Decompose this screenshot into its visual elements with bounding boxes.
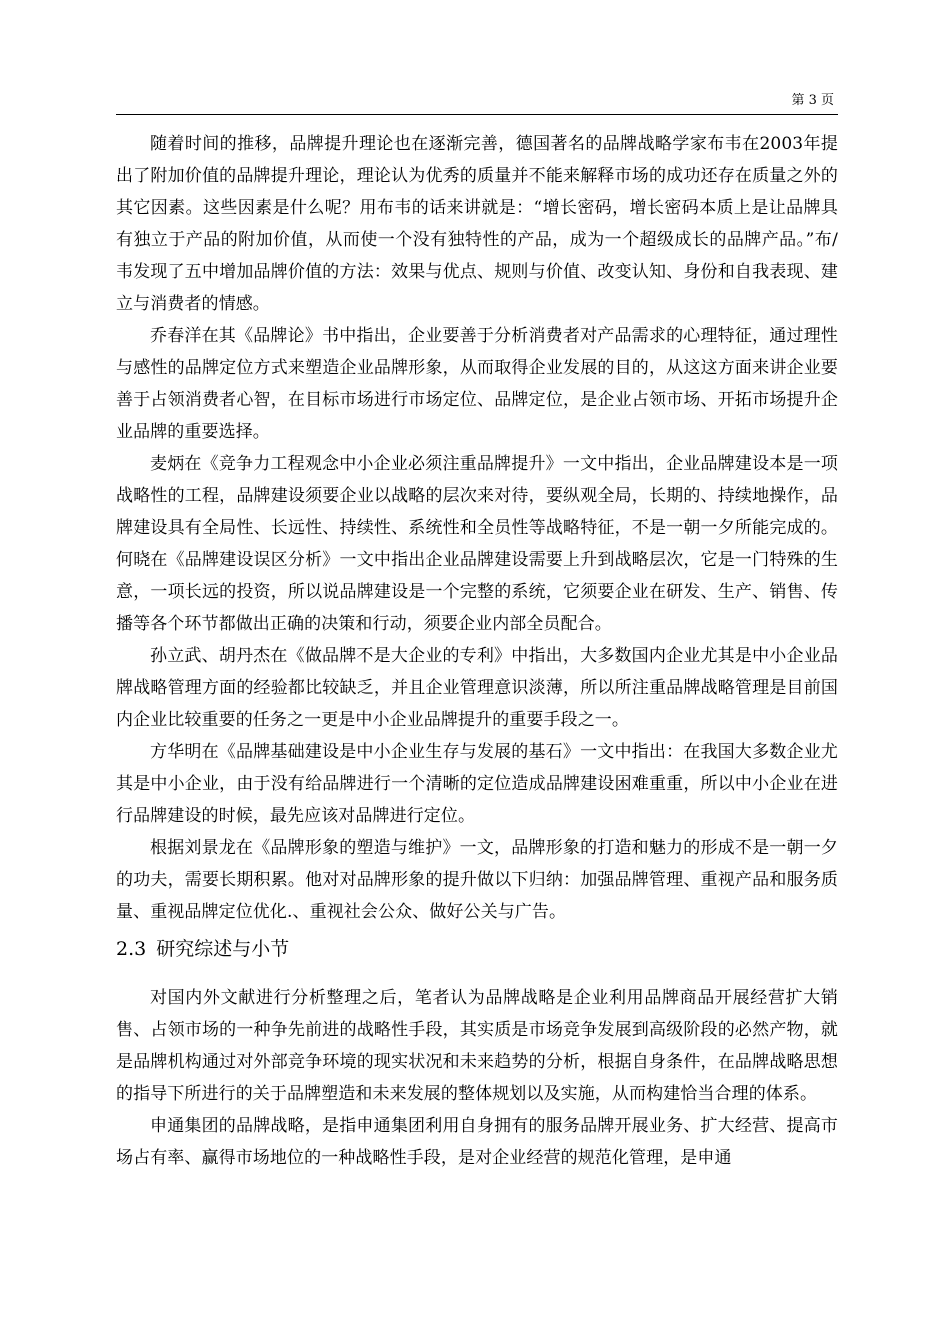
page-body (116, 128, 838, 1174)
paragraph-sto-strategy: 申通集团的品牌战略，是指申通集团利用自身拥有的服务品牌开展业务、扩大经营、提高市场占有率、赢得市场地位的一种战略性手段，是对企业经营的规范化管理，是申通 (116, 1116, 838, 1168)
section-number: 2.3 (116, 938, 147, 960)
page-header (116, 92, 838, 115)
section-title: 研究综述与小节 (156, 938, 290, 960)
paragraph-sun-liwu: 孙立武、胡丹杰在《做品牌不是大企业的专利》中指出，大多数国内企业尤其是中小企业品牌战略管理方面的经验都比较缺乏，并且企业管理意识淡薄，所以所注重品牌战略管理是目前国内企业比较重要的任务之一更是中小企业品牌提升的重要手段之一。 (116, 646, 838, 730)
paragraph-qiao-chunyang: 乔春洋在其《品牌论》书中指出，企业要善于分析消费者对产品需求的心理特征，通过理性与感性的品牌定位方式来塑造企业品牌形象，从而取得企业发展的目的，从这这方面来讲企业要善于占领消费者心智，在目标市场进行市场定位、品牌定位，是企业占领市场、开拓市场提升企业品牌的重要选择。 (116, 326, 838, 442)
page-number: 第 3 页 (791, 93, 834, 108)
paragraph-mai-bing: 麦炳在《竞争力工程观念中小企业必须注重品牌提升》一文中指出，企业品牌建设本是一项战略性的工程，品牌建设须要企业以战略的层次来对待，要纵观全局，长期的、持续地操作，品牌建设具有全局性、长远性、持续性、系统性和全员性等战略特征，不是一朝一夕所能完成的。何晓在《品牌建设误区分析》一文中指出企业品牌建设需要上升到战略层次，它是一门特殊的生意，一项长远的投资，所以说品牌建设是一个完整的系统，它须要企业在研发、生产、销售、传播等各个环节都做出正确的决策和行动，须要企业内部全员配合。 (116, 454, 838, 634)
paragraph-bouvier-theory: 随着时间的推移，品牌提升理论也在逐渐完善，德国著名的品牌战略学家布韦在2003年提出了附加价值的品牌提升理论，理论认为优秀的质量并不能来解释市场的成功还存在质量之外的其它因素。这些因素是什么呢？用布韦的话来讲就是：“增长密码，增长密码本质上是让品牌具有独立于产品的附加价值，从而使一个没有独特性的产品，成为一个超级成长的品牌产品。”布/韦发现了五中增加品牌价值的方法：效果与优点、规则与价值、改变认知、身份和自我表现、建立与消费者的情感。 (116, 134, 838, 314)
paragraph-summary: 对国内外文献进行分析整理之后，笔者认为品牌战略是企业利用品牌商品开展经营扩大销售、占领市场的一种争先前进的战略性手段，其实质是市场竞争发展到高级阶段的必然产物，就是品牌机构通过对外部竞争环境的现实状况和未来趋势的分析，根据自身条件，在品牌战略思想的指导下所进行的关于品牌塑造和未来发展的整体规划以及实施，从而构建恰当合理的体系。 (116, 988, 838, 1104)
paragraph-liu-jinglong: 根据刘景龙在《品牌形象的塑造与维护》一文，品牌形象的打造和魅力的形成不是一朝一夕的功夫，需要长期积累。他对对品牌形象的提升做以下归纳：加强品牌管理、重视产品和服务质量、重视品牌定位优化.、重视社会公众、做好公关与广告。 (116, 838, 838, 922)
section-heading (116, 934, 838, 964)
paragraph-fang-huaming: 方华明在《品牌基础建设是中小企业生存与发展的基石》一文中指出：在我国大多数企业尤其是中小企业，由于没有给品牌进行一个清晰的定位造成品牌建设困难重重，所以中小企业在进行品牌建设的时候，最先应该对品牌进行定位。 (116, 742, 838, 826)
